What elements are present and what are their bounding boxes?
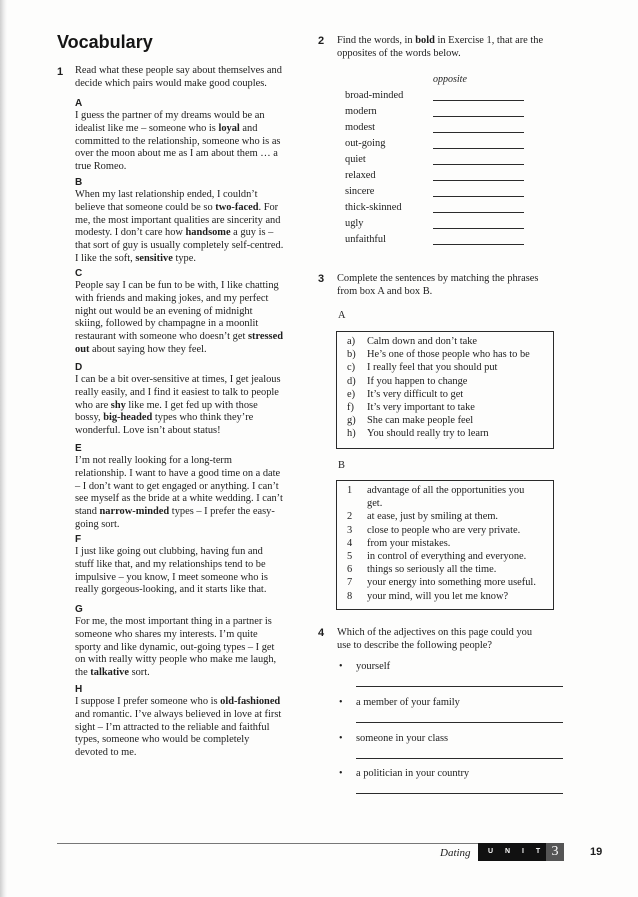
section-b-line: that sort of guy is usually completely self-centred. [75,240,284,252]
exercise-2-instruction-line-2: opposites of the words below. [337,48,461,59]
word-modern: modern [345,106,377,117]
box-a-row [347,402,547,415]
footer-section-title: Dating [440,847,471,859]
page-title: Vocabulary [57,32,153,52]
section-d-line: bossy, big-headed types who think they’re [75,412,254,424]
box-b-row [347,485,547,498]
unit-number: 3 [546,843,564,861]
answer-line[interactable] [433,100,524,101]
section-d-line: who are shy like me. I get fed up with those [75,399,258,411]
section-e-line: I’m not really looking for a long-term [75,455,232,466]
box-b-key: 1 [347,485,353,496]
answer-line[interactable] [433,228,524,229]
exercise-4-instruction-line-2: use to describe the following people? [337,640,492,651]
box-a-key: c) [347,362,356,374]
word-sincere: sincere [345,186,375,197]
section-g-line: on with really witty people who make me laugh, [75,654,277,666]
exercise-2-instruction-line-1: Find the words, in bold in Exercise 1, that are the [337,35,544,46]
section-h-line: I suppose I prefer someone who is old-fashioned [75,696,281,707]
answer-line[interactable] [433,244,524,245]
answer-line[interactable] [433,148,524,149]
box-b-phrase: your mind, will you let me know? [367,590,509,602]
exercise-4-item: a politician in your country [356,768,470,779]
box-a-key: h) [347,428,356,440]
section-c-line: out about saying how they feel. [75,344,207,355]
write-in-line[interactable] [356,686,563,687]
page-number: 19 [590,846,603,858]
box-a-key: a) [347,336,356,347]
box-a-phrase: She can make people feel [367,415,474,427]
bullet-icon: • [339,768,343,779]
box-b-row [347,538,547,551]
box-b-key: 4 [347,537,353,549]
section-g-line: sporty and like dynamic, out-going types – I get [75,641,275,653]
box-a-key: b) [347,349,356,361]
answer-line[interactable] [433,196,524,197]
section-d-line: really easily, and I find it easiest to talk to people [75,386,279,398]
box-a-row [347,376,547,389]
box-a-key: f) [347,402,354,413]
bullet-icon: • [339,697,343,708]
box-a-label: A [338,310,346,321]
section-letter-d: D [75,362,83,373]
section-f-line: I just like going out clubbing, having fun and [75,546,263,557]
section-letter-b: B [75,177,83,188]
section-e-line: see myself as the bride at a white wedding. I can’t [75,493,283,505]
answer-line[interactable] [433,116,524,117]
page-spine-shadow [0,0,7,897]
section-c-line: with friends and making jokes, and my perfect [75,292,269,304]
section-c-line: night out would be an evening of midnight [75,305,253,317]
section-letter-f: F [75,534,82,545]
box-a-phrase: Calm down and don’t take [367,336,478,347]
section-f-line: impulsive – you know, I meet someone who is [75,571,268,583]
section-g-line: the talkative sort. [75,667,150,679]
answer-line[interactable] [433,164,524,165]
word-modest: modest [345,122,376,133]
box-b-phrase: close to people who are very private. [367,524,521,536]
section-a-line: idealist like me – someone who is loyal and [75,122,258,134]
section-letter-g: G [75,604,83,615]
box-b-key: 8 [347,590,353,602]
box-a-phrase: You should really try to learn [367,428,489,440]
box-a-key: e) [347,388,356,400]
section-c-line: People say I can be fun to be with, I like chatting [75,280,279,291]
section-e-line: – I don’t want to get engaged or anything. I can’t [75,480,279,492]
word-ugly: ugly [345,218,364,229]
exercise-4-item: someone in your class [356,733,449,744]
section-d-line: wonderful. Love isn’t about status! [75,425,221,437]
section-h-line: devoted to me. [75,747,137,759]
section-b-line: When my last relationship ended, I couldn’t [75,189,258,200]
box-a-phrase: He’s one of those people who has to be [367,349,530,361]
box-b-phrase: advantage of all the opportunities you [367,485,525,496]
section-letter-h: H [75,684,83,695]
section-c-line: skiing, followed by champagne in a moonlit [75,318,259,330]
write-in-line[interactable] [356,758,563,759]
answer-line[interactable] [433,132,524,133]
exercise-4-item: yourself [356,661,391,672]
box-a-phrase: If you happen to change [367,375,468,387]
box-b-key: 5 [347,551,353,562]
box-b-phrase: from your mistakes. [367,537,451,549]
section-a-line: I guess the partner of my dreams would be an [75,110,265,121]
box-b-row [347,498,547,511]
box-a-row [347,362,547,375]
section-a-line: true Romeo. [75,161,127,173]
section-letter-c: C [75,268,83,279]
answer-line[interactable] [433,212,524,213]
box-a-key: d) [347,375,356,387]
box-b-label: B [338,460,345,471]
box-a-phrase: I really feel that you should put [367,362,498,374]
box-b-phrase: in control of everything and everyone. [367,551,527,562]
box-b-key: 3 [347,524,353,536]
section-b-line: I like the soft, sensitive type. [75,253,196,264]
box-b-row [347,551,547,564]
section-d-line: I can be a bit over-sensitive at times, I get jealous [75,374,281,385]
section-e-line: going sort. [75,519,120,530]
box-a-row [347,389,547,402]
exercise-1-instruction-line-2: decide which pairs would make good couples. [75,78,267,89]
word-out-going: out-going [345,138,386,149]
exercise-1-number: 1 [57,66,64,78]
section-e-line: stand narrow-minded types – I prefer the easy- [75,506,275,518]
box-a-phrase: It’s very important to take [367,402,475,413]
box-b-key: 2 [347,511,353,523]
word-unfaithful: unfaithful [345,234,386,245]
section-e-line: relationship. I want to have a good time on a date [75,467,281,479]
bullet-icon: • [339,733,343,744]
word-quiet: quiet [345,154,366,165]
word-relaxed: relaxed [345,170,376,181]
section-a-line: over the moon about me as I am about them … a [75,148,278,160]
section-h-line: sight – I’m attracted to the reliable and faithful [75,721,270,733]
section-h-line: and romantic. I’ve always believed in love at first [75,708,282,720]
section-f-line: really gorgeous-looking, and it starts like that. [75,584,267,596]
box-b-phrase: get. [367,498,383,510]
word-broad-minded: broad-minded [345,90,404,101]
box-b-phrase: your energy into something more useful. [367,577,536,589]
box-a-row [347,428,547,441]
exercise-3-number: 3 [318,273,325,285]
box-b-row [347,564,547,577]
exercise-4-instruction-line-1: Which of the adjectives on this page could you [337,627,533,638]
section-h-line: types, someone who would be completely [75,734,250,746]
exercise-1-instruction-line-1: Read what these people say about themselves and [75,65,282,76]
write-in-line[interactable] [356,722,563,723]
section-c-line: restaurant with someone who doesn’t get stressed [75,331,283,343]
section-g-line: someone who shares my interests. I’m quite [75,628,258,640]
box-a-row [347,415,547,428]
box-b-row [347,591,547,604]
box-b-key: 6 [347,564,353,576]
opposite-column-header: opposite [433,74,467,85]
section-a-line: committed to the relationship, someone who is as [75,135,281,147]
section-b-line: modesty. I don’t care how handsome a guy is – [75,227,274,239]
box-b-phrase: at ease, just by smiling at them. [367,511,499,523]
exercise-3-instruction-line-1: Complete the sentences by matching the phrases [337,273,539,284]
exercise-3-instruction-line-2: from box A and box B. [337,286,433,297]
unit-label-bar: U N I T [478,843,546,861]
box-b-row [347,577,547,590]
section-b-line: me, the most important qualities are sincerity and [75,214,281,226]
section-f-line: stuff like that, and my relationships tend to be [75,558,266,570]
answer-line[interactable] [433,180,524,181]
exercise-4-item: a member of your family [356,697,460,708]
section-g-line: For me, the most important thing in a partner is [75,616,272,627]
box-a-row [347,336,547,349]
exercise-2-number: 2 [318,35,325,47]
section-letter-e: E [75,443,82,454]
word-thick-skinned: thick-skinned [345,202,402,213]
box-b-phrase: things so seriously all the time. [367,564,497,576]
bullet-icon: • [339,661,343,672]
box-a-row [347,349,547,362]
box-b-key: 7 [347,577,353,589]
box-a-phrase: It’s very difficult to get [367,388,464,400]
box-b-row [347,511,547,524]
box-b-row [347,525,547,538]
write-in-line[interactable] [356,793,563,794]
exercise-4-number: 4 [318,627,325,639]
section-b-line: believe that someone could be so two-faced. For [75,201,279,213]
box-a-key: g) [347,415,356,427]
section-letter-a: A [75,98,83,109]
